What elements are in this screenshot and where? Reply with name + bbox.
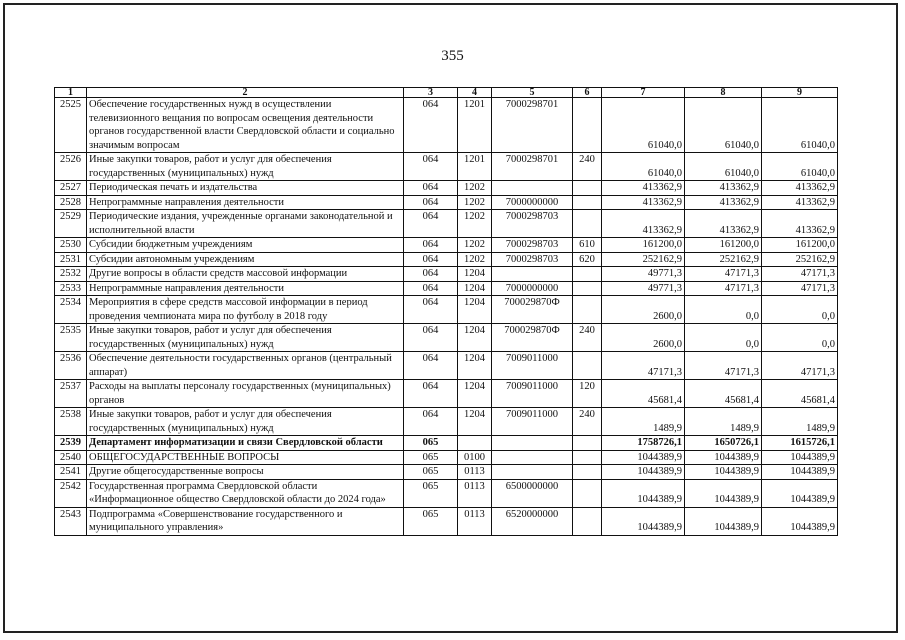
row-description bbox=[87, 352, 404, 380]
row-description bbox=[87, 436, 404, 451]
target-article-code: 7000298703 bbox=[492, 252, 573, 267]
ministry-code: 064 bbox=[404, 252, 458, 267]
expense-type-code: 120 bbox=[573, 380, 602, 408]
amount-col-8: 1044389,9 bbox=[685, 479, 762, 507]
column-header: 8 bbox=[685, 88, 762, 98]
row-number: 2537 bbox=[55, 380, 87, 408]
section-code: 1202 bbox=[458, 238, 492, 253]
amount-col-9: 252162,9 bbox=[762, 252, 838, 267]
amount-col-9: 0,0 bbox=[762, 324, 838, 352]
amount-col-7: 1489,9 bbox=[602, 408, 685, 436]
expense-type-code bbox=[573, 352, 602, 380]
table-row bbox=[55, 98, 838, 153]
column-header: 4 bbox=[458, 88, 492, 98]
expense-type-code bbox=[573, 507, 602, 535]
amount-col-7: 1044389,9 bbox=[602, 479, 685, 507]
ministry-code: 064 bbox=[404, 408, 458, 436]
row-description bbox=[87, 210, 404, 238]
description-line: Государственная программа Свердловской области bbox=[89, 480, 318, 492]
amount-col-9: 161200,0 bbox=[762, 238, 838, 253]
table-row bbox=[55, 296, 838, 324]
description-line: Периодические издания, учрежденные органами законодательной и bbox=[89, 211, 393, 222]
row-number: 2542 bbox=[55, 479, 87, 507]
amount-col-8: 413362,9 bbox=[685, 210, 762, 238]
description-line: Непрограммные направления деятельности bbox=[89, 282, 285, 294]
description-line: государственных (муниципальных) нужд bbox=[89, 338, 274, 350]
row-description bbox=[87, 252, 404, 267]
amount-col-7: 61040,0 bbox=[602, 98, 685, 153]
target-article-code: 7000298701 bbox=[492, 98, 573, 153]
amount-col-7: 45681,4 bbox=[602, 380, 685, 408]
description-line: Обеспечение государственных нужд в осуществлении bbox=[89, 99, 332, 110]
row-description bbox=[87, 195, 404, 210]
amount-col-9: 45681,4 bbox=[762, 380, 838, 408]
target-article-code bbox=[492, 450, 573, 465]
ministry-code: 064 bbox=[404, 324, 458, 352]
ministry-code: 065 bbox=[404, 436, 458, 451]
section-code: 1204 bbox=[458, 281, 492, 296]
expense-type-code: 240 bbox=[573, 153, 602, 181]
table-row bbox=[55, 507, 838, 535]
amount-col-7: 413362,9 bbox=[602, 210, 685, 238]
description-line: ОБЩЕГОСУДАРСТВЕННЫЕ ВОПРОСЫ bbox=[89, 451, 280, 463]
section-code: 1204 bbox=[458, 380, 492, 408]
expense-type-code bbox=[573, 465, 602, 480]
column-header: 7 bbox=[602, 88, 685, 98]
target-article-code bbox=[492, 465, 573, 480]
amount-col-8: 47171,3 bbox=[685, 352, 762, 380]
row-number: 2531 bbox=[55, 252, 87, 267]
amount-col-7: 49771,3 bbox=[602, 267, 685, 282]
row-number: 2528 bbox=[55, 195, 87, 210]
amount-col-8: 47171,3 bbox=[685, 281, 762, 296]
amount-col-9: 413362,9 bbox=[762, 210, 838, 238]
column-header: 9 bbox=[762, 88, 838, 98]
row-description bbox=[87, 450, 404, 465]
row-description bbox=[87, 98, 404, 153]
row-number: 2529 bbox=[55, 210, 87, 238]
expense-type-code bbox=[573, 181, 602, 196]
ministry-code: 064 bbox=[404, 181, 458, 196]
description-line: проведения чемпионата мира по футболу в 2018 году bbox=[89, 310, 328, 322]
description-line: Расходы на выплаты персоналу государственных (муниципальных) bbox=[89, 381, 391, 392]
ministry-code: 065 bbox=[404, 450, 458, 465]
section-code: 1202 bbox=[458, 210, 492, 238]
target-article-code: 700029870Ф bbox=[492, 324, 573, 352]
section-code: 1201 bbox=[458, 98, 492, 153]
amount-col-8: 413362,9 bbox=[685, 181, 762, 196]
amount-col-7: 1044389,9 bbox=[602, 465, 685, 480]
expense-type-code bbox=[573, 479, 602, 507]
expense-type-code: 610 bbox=[573, 238, 602, 253]
row-description bbox=[87, 153, 404, 181]
section-code: 1204 bbox=[458, 324, 492, 352]
expense-type-code bbox=[573, 281, 602, 296]
table-row bbox=[55, 479, 838, 507]
target-article-code: 700029870Ф bbox=[492, 296, 573, 324]
table-row bbox=[55, 450, 838, 465]
row-number: 2538 bbox=[55, 408, 87, 436]
ministry-code: 064 bbox=[404, 380, 458, 408]
description-line: аппарат) bbox=[89, 366, 128, 378]
table-row bbox=[55, 210, 838, 238]
amount-col-9: 1489,9 bbox=[762, 408, 838, 436]
expense-type-code bbox=[573, 210, 602, 238]
description-line: государственных (муниципальных) нужд bbox=[89, 167, 274, 179]
ministry-code: 065 bbox=[404, 465, 458, 480]
amount-col-8: 1044389,9 bbox=[685, 507, 762, 535]
amount-col-9: 47171,3 bbox=[762, 281, 838, 296]
table-row bbox=[55, 408, 838, 436]
target-article-code: 7000298701 bbox=[492, 153, 573, 181]
column-header: 5 bbox=[492, 88, 573, 98]
column-header: 6 bbox=[573, 88, 602, 98]
expense-type-code bbox=[573, 436, 602, 451]
table-row bbox=[55, 252, 838, 267]
amount-col-9: 47171,3 bbox=[762, 267, 838, 282]
section-code: 1204 bbox=[458, 408, 492, 436]
description-line: Другие общегосударственные вопросы bbox=[89, 466, 264, 477]
amount-col-7: 61040,0 bbox=[602, 153, 685, 181]
description-line: исполнительной власти bbox=[89, 224, 195, 236]
table-row bbox=[55, 181, 838, 196]
row-description bbox=[87, 238, 404, 253]
description-line: Субсидии автономным учреждениям bbox=[89, 253, 255, 265]
expense-type-code bbox=[573, 296, 602, 324]
target-article-code bbox=[492, 436, 573, 451]
row-number: 2532 bbox=[55, 267, 87, 282]
row-number: 2525 bbox=[55, 98, 87, 153]
description-line: телевизионного вещания по вопросам освещения деятельности bbox=[89, 112, 374, 124]
section-code bbox=[458, 436, 492, 451]
amount-col-9: 1044389,9 bbox=[762, 507, 838, 535]
amount-col-7: 161200,0 bbox=[602, 238, 685, 253]
target-article-code: 7000000000 bbox=[492, 281, 573, 296]
description-line: Субсидии бюджетным учреждениям bbox=[89, 239, 253, 250]
amount-col-9: 1044389,9 bbox=[762, 465, 838, 480]
section-code: 0113 bbox=[458, 465, 492, 480]
amount-col-9: 413362,9 bbox=[762, 181, 838, 196]
row-number: 2540 bbox=[55, 450, 87, 465]
target-article-code: 7000298703 bbox=[492, 210, 573, 238]
target-article-code: 7000298703 bbox=[492, 238, 573, 253]
target-article-code: 7000000000 bbox=[492, 195, 573, 210]
ministry-code: 065 bbox=[404, 507, 458, 535]
target-article-code bbox=[492, 267, 573, 282]
row-description bbox=[87, 380, 404, 408]
row-number: 2536 bbox=[55, 352, 87, 380]
amount-col-8: 413362,9 bbox=[685, 195, 762, 210]
amount-col-7: 49771,3 bbox=[602, 281, 685, 296]
ministry-code: 064 bbox=[404, 281, 458, 296]
column-header: 2 bbox=[87, 88, 404, 98]
section-code: 1201 bbox=[458, 153, 492, 181]
target-article-code: 6520000000 bbox=[492, 507, 573, 535]
ministry-code: 064 bbox=[404, 98, 458, 153]
amount-col-8: 161200,0 bbox=[685, 238, 762, 253]
amount-col-7: 413362,9 bbox=[602, 181, 685, 196]
table-row bbox=[55, 380, 838, 408]
description-line: Другие вопросы в области средств массовой информации bbox=[89, 268, 348, 279]
amount-col-8: 1650726,1 bbox=[685, 436, 762, 451]
table-row bbox=[55, 267, 838, 282]
section-code: 1202 bbox=[458, 181, 492, 196]
budget-table bbox=[54, 87, 838, 536]
ministry-code: 064 bbox=[404, 153, 458, 181]
row-description bbox=[87, 181, 404, 196]
ministry-code: 064 bbox=[404, 296, 458, 324]
description-line: муниципального управления» bbox=[89, 522, 224, 533]
description-line: государственных (муниципальных) нужд bbox=[89, 422, 274, 434]
row-description bbox=[87, 507, 404, 535]
amount-col-9: 0,0 bbox=[762, 296, 838, 324]
expense-type-code bbox=[573, 450, 602, 465]
table-row bbox=[55, 465, 838, 480]
section-code: 1204 bbox=[458, 352, 492, 380]
ministry-code: 064 bbox=[404, 352, 458, 380]
description-line: Непрограммные направления деятельности bbox=[89, 196, 285, 208]
amount-col-7: 47171,3 bbox=[602, 352, 685, 380]
row-number: 2541 bbox=[55, 465, 87, 480]
row-number: 2530 bbox=[55, 238, 87, 253]
description-line: Подпрограмма «Совершенствование государственного и bbox=[89, 508, 343, 520]
target-article-code: 7009011000 bbox=[492, 380, 573, 408]
description-line: Департамент информатизации и связи Свердловской области bbox=[89, 437, 383, 448]
amount-col-9: 47171,3 bbox=[762, 352, 838, 380]
amount-col-7: 2600,0 bbox=[602, 296, 685, 324]
target-article-code: 6500000000 bbox=[492, 479, 573, 507]
row-number: 2533 bbox=[55, 281, 87, 296]
description-line: Обеспечение деятельности государственных органов (центральный bbox=[89, 353, 392, 364]
amount-col-8: 0,0 bbox=[685, 296, 762, 324]
description-line: Мероприятия в сфере средств массовой информации в период bbox=[89, 297, 368, 308]
amount-col-8: 61040,0 bbox=[685, 98, 762, 153]
column-header: 3 bbox=[404, 88, 458, 98]
section-code: 1204 bbox=[458, 296, 492, 324]
table-row bbox=[55, 281, 838, 296]
amount-col-7: 1044389,9 bbox=[602, 450, 685, 465]
description-line: Иные закупки товаров, работ и услуг для обеспечения bbox=[89, 409, 332, 420]
expense-type-code bbox=[573, 98, 602, 153]
amount-col-9: 1044389,9 bbox=[762, 479, 838, 507]
row-description bbox=[87, 324, 404, 352]
row-description bbox=[87, 479, 404, 507]
table-row bbox=[55, 153, 838, 181]
ministry-code: 064 bbox=[404, 210, 458, 238]
amount-col-8: 1044389,9 bbox=[685, 450, 762, 465]
amount-col-8: 1489,9 bbox=[685, 408, 762, 436]
amount-col-7: 2600,0 bbox=[602, 324, 685, 352]
section-code: 0113 bbox=[458, 507, 492, 535]
amount-col-7: 252162,9 bbox=[602, 252, 685, 267]
amount-col-9: 1044389,9 bbox=[762, 450, 838, 465]
description-line: Периодическая печать и издательства bbox=[89, 182, 258, 193]
target-article-code: 7009011000 bbox=[492, 408, 573, 436]
row-number: 2539 bbox=[55, 436, 87, 451]
expense-type-code: 240 bbox=[573, 408, 602, 436]
description-line: Иные закупки товаров, работ и услуг для обеспечения bbox=[89, 325, 332, 336]
table-row bbox=[55, 436, 838, 451]
ministry-code: 064 bbox=[404, 238, 458, 253]
ministry-code: 064 bbox=[404, 195, 458, 210]
amount-col-7: 1758726,1 bbox=[602, 436, 685, 451]
amount-col-8: 47171,3 bbox=[685, 267, 762, 282]
section-code: 0100 bbox=[458, 450, 492, 465]
description-line: органов bbox=[89, 394, 125, 406]
row-number: 2543 bbox=[55, 507, 87, 535]
ministry-code: 065 bbox=[404, 479, 458, 507]
header-row bbox=[55, 88, 838, 98]
section-code: 0113 bbox=[458, 479, 492, 507]
expense-type-code: 240 bbox=[573, 324, 602, 352]
amount-col-9: 1615726,1 bbox=[762, 436, 838, 451]
expense-type-code: 620 bbox=[573, 252, 602, 267]
table-row bbox=[55, 352, 838, 380]
row-number: 2535 bbox=[55, 324, 87, 352]
amount-col-8: 61040,0 bbox=[685, 153, 762, 181]
page-number: 355 bbox=[441, 48, 464, 64]
target-article-code bbox=[492, 181, 573, 196]
amount-col-8: 1044389,9 bbox=[685, 465, 762, 480]
expense-type-code bbox=[573, 195, 602, 210]
amount-col-8: 252162,9 bbox=[685, 252, 762, 267]
row-number: 2526 bbox=[55, 153, 87, 181]
table-row bbox=[55, 238, 838, 253]
ministry-code: 064 bbox=[404, 267, 458, 282]
description-line: органов государственной власти Свердловской области и социально bbox=[89, 126, 395, 137]
expense-type-code bbox=[573, 267, 602, 282]
amount-col-9: 61040,0 bbox=[762, 98, 838, 153]
target-article-code: 7009011000 bbox=[492, 352, 573, 380]
section-code: 1202 bbox=[458, 252, 492, 267]
row-description bbox=[87, 465, 404, 480]
row-number: 2534 bbox=[55, 296, 87, 324]
column-header: 1 bbox=[55, 88, 87, 98]
row-description bbox=[87, 408, 404, 436]
row-number: 2527 bbox=[55, 181, 87, 196]
table-row bbox=[55, 324, 838, 352]
table-row bbox=[55, 195, 838, 210]
description-line: Иные закупки товаров, работ и услуг для обеспечения bbox=[89, 154, 332, 165]
section-code: 1204 bbox=[458, 267, 492, 282]
section-code: 1202 bbox=[458, 195, 492, 210]
row-description bbox=[87, 296, 404, 324]
amount-col-8: 45681,4 bbox=[685, 380, 762, 408]
description-line: значимым вопросам bbox=[89, 139, 180, 151]
amount-col-7: 1044389,9 bbox=[602, 507, 685, 535]
amount-col-9: 413362,9 bbox=[762, 195, 838, 210]
row-description bbox=[87, 281, 404, 296]
description-line: «Информационное общество Свердловской области до 2024 года» bbox=[89, 494, 386, 505]
row-description bbox=[87, 267, 404, 282]
amount-col-8: 0,0 bbox=[685, 324, 762, 352]
amount-col-9: 61040,0 bbox=[762, 153, 838, 181]
amount-col-7: 413362,9 bbox=[602, 195, 685, 210]
